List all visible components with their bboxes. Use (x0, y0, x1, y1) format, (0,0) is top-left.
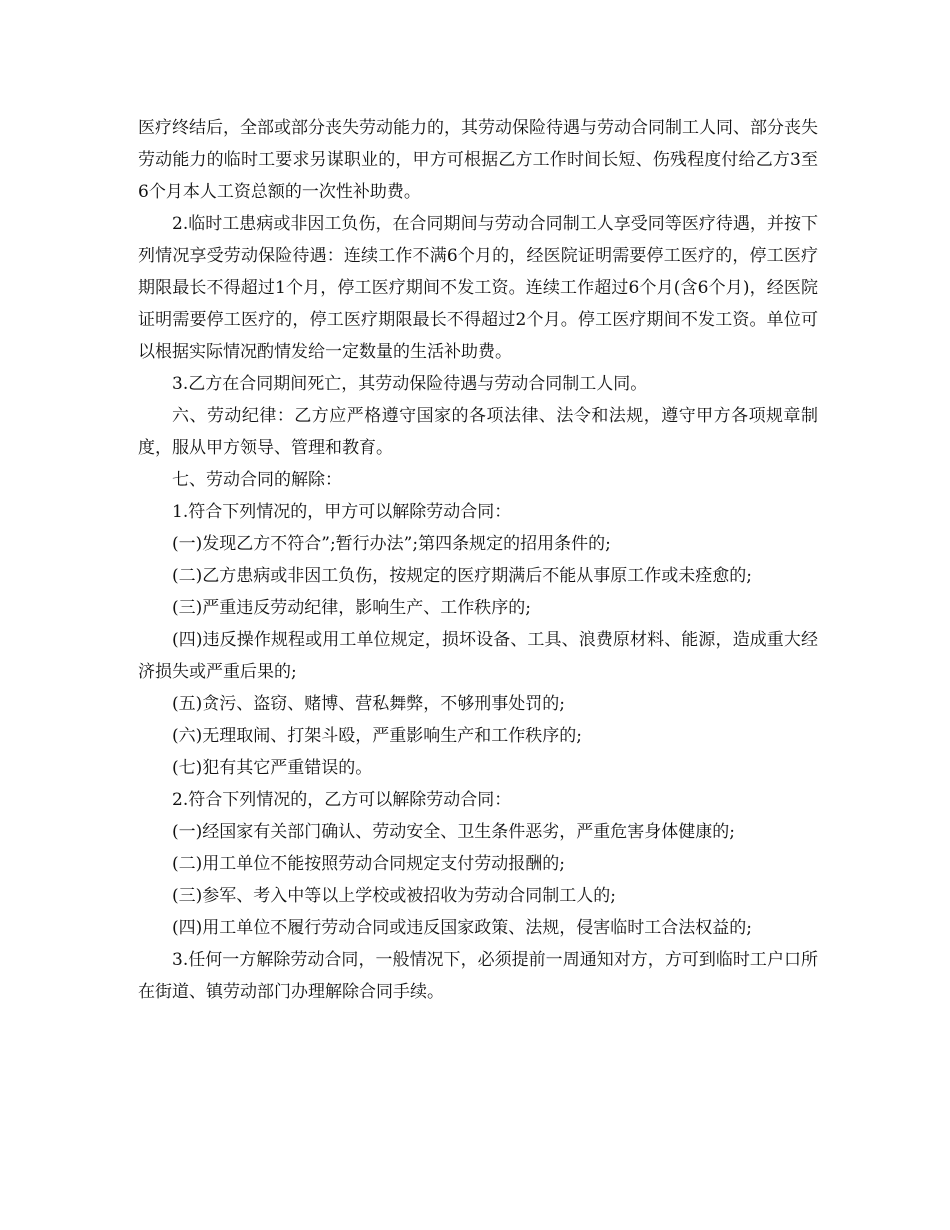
paragraph: (六)无理取闹、打架斗殴，严重影响生产和工作秩序的; (172, 726, 582, 746)
paragraph: (七)犯有其它严重错误的。 (172, 758, 373, 778)
paragraph: 2.临时工患病或非因工负伤，在合同期间与劳动合同制工人享受同等医疗待遇，并按下列情况享受劳动保险待遇：连续工作不满6个月的，经医院证明需要停工医疗的，停工医疗期限最长不得超过1个月，停工医疗期间不发工资。连续工作超过6个月(含6个月)，经医院证明需要停工医疗的，停工医疗期限最长不得超过2个月。停工医疗期间不发工资。单位可以根据实际情况酌情发给一定数量的生活补助费。 (138, 214, 818, 362)
paragraph: (二)乙方患病或非因工负伤，按规定的医疗期满后不能从事原工作或未痊愈的; (172, 566, 752, 586)
paragraph: 3.任何一方解除劳动合同，一般情况下，必须提前一周通知对方，方可到临时工户口所在街道、镇劳动部门办理解除合同手续。 (138, 950, 818, 1002)
paragraph: (四)违反操作规程或用工单位规定，损坏设备、工具、浪费原材料、能源，造成重大经济损失或严重后果的; (138, 630, 818, 682)
paragraph: (三)严重违反劳动纪律，影响生产、工作秩序的; (172, 598, 531, 618)
paragraph: 1.符合下列情况的，甲方可以解除劳动合同： (172, 502, 512, 522)
paragraph: 六、劳动纪律：乙方应严格遵守国家的各项法律、法令和法规，遵守甲方各项规章制度，服从甲方领导、管理和教育。 (138, 406, 818, 458)
paragraph: (一)经国家有关部门确认、劳动安全、卫生条件恶劣，严重危害身体健康的; (172, 822, 735, 842)
paragraph: 3.乙方在合同期间死亡，其劳动保险待遇与劳动合同制工人同。 (172, 374, 648, 394)
paragraph: (二)用工单位不能按照劳动合同规定支付劳动报酬的; (172, 854, 565, 874)
paragraph: (四)用工单位不履行劳动合同或违反国家政策、法规，侵害临时工合法权益的; (172, 918, 752, 938)
paragraph: (五)贪污、盗窃、赌博、营私舞弊，不够刑事处罚的; (172, 694, 565, 714)
document-body (138, 112, 818, 1008)
paragraph: 七、劳动合同的解除： (172, 470, 342, 490)
paragraph: 医疗终结后，全部或部分丧失劳动能力的，其劳动保险待遇与劳动合同制工人同、部分丧失劳动能力的临时工要求另谋职业的，甲方可根据乙方工作时间长短、伤残程度付给乙方3至6个月本人工资总额的一次性补助费。 (138, 118, 818, 202)
paragraph: (一)发现乙方不符合”;暂行办法”;第四条规定的招用条件的; (172, 534, 611, 554)
paragraph: 2.符合下列情况的，乙方可以解除劳动合同： (172, 790, 512, 810)
paragraph: (三)参军、考入中等以上学校或被招收为劳动合同制工人的; (172, 886, 616, 906)
